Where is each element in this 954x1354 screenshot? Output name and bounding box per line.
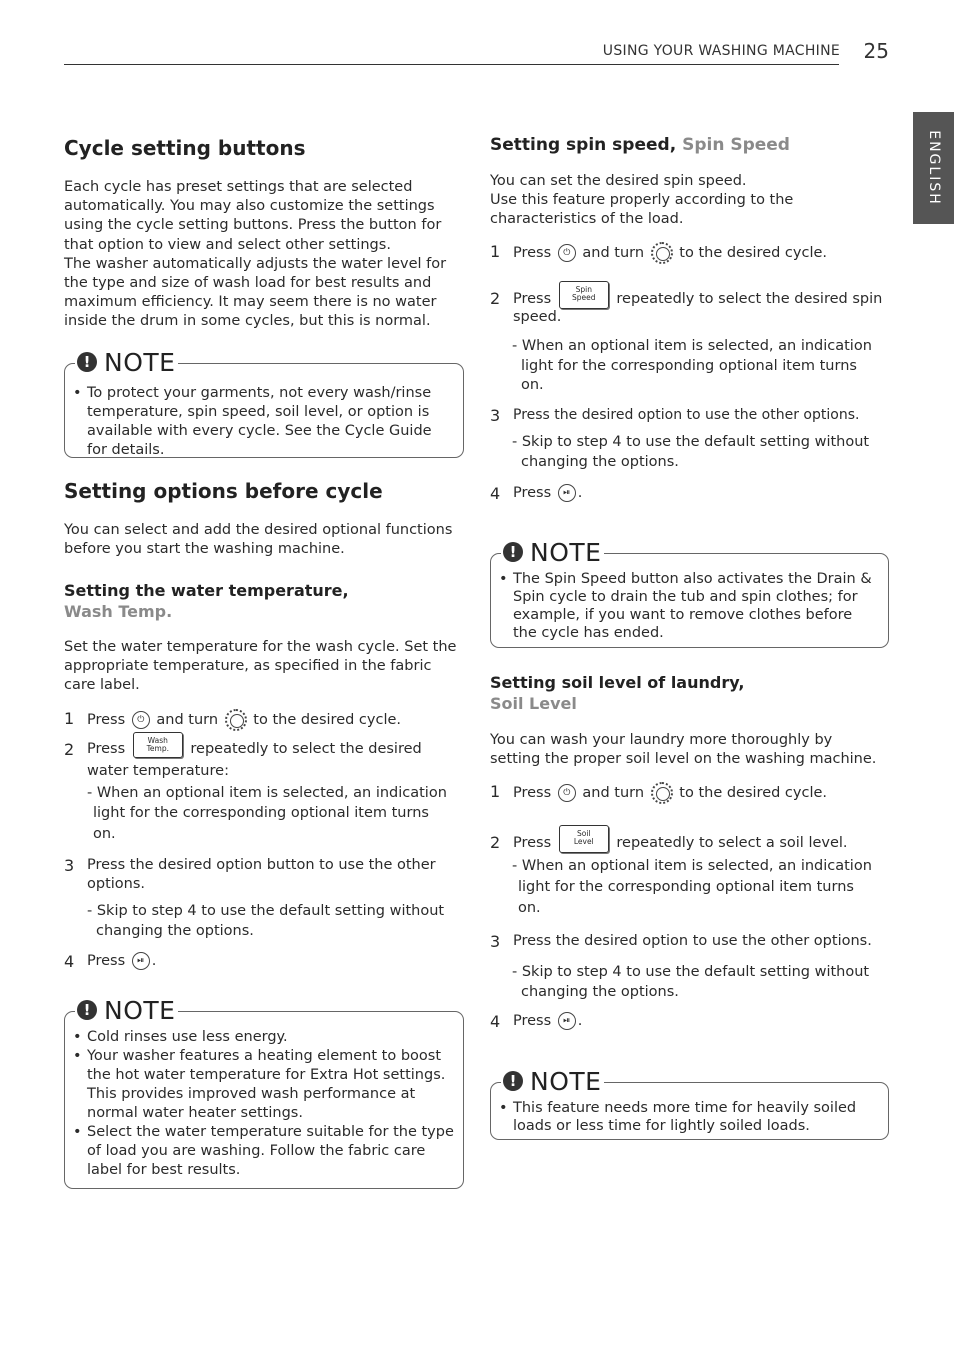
options-paragraph <box>64 521 474 559</box>
step-text: Press <box>87 953 126 969</box>
key-label: Temp. <box>146 744 169 753</box>
step-text: . <box>577 485 583 501</box>
note-list <box>491 570 876 642</box>
step-text: Press <box>513 835 552 851</box>
spin-speed-key-icon <box>559 281 609 309</box>
note-box-spin <box>490 537 889 648</box>
cycle-setting-paragraph <box>64 178 464 332</box>
step-number: 3 <box>490 406 501 425</box>
sub-line: on. <box>521 377 544 393</box>
step-text: Press <box>87 741 126 757</box>
step-text: to the desired cycle. <box>253 712 402 728</box>
step-text: Press the desired option to use the other options. <box>513 933 872 949</box>
sub-line: - Skip to step 4 to use the default setting without <box>512 434 870 450</box>
step-text: repeatedly to select the desired spin <box>616 291 883 307</box>
sub-line: - Skip to step 4 to use the default setting without <box>512 964 870 980</box>
temp-step-3-sub <box>87 902 444 941</box>
paragraph-line: Use this feature properly according to the <box>490 192 794 209</box>
step-number: 2 <box>64 740 75 759</box>
step-number: 3 <box>64 856 75 875</box>
water-temp-paragraph <box>64 638 474 696</box>
step-text: water temperature: <box>87 763 229 779</box>
step-text: speed. <box>513 309 562 325</box>
spin-step-3-sub <box>512 433 869 472</box>
paragraph-line: that option to view and select other settings. <box>64 236 391 253</box>
paragraph-line: Set the water temperature for the wash cycle. Set the <box>64 639 457 655</box>
step-text: repeatedly to select a soil level. <box>616 835 848 851</box>
paragraph-line: using the cycle setting buttons. Press the button for <box>64 217 442 234</box>
note-item: • Select the water temperature suitable for the type of load you are washing. Follow the fabric care label for best results. <box>65 1123 455 1180</box>
note-list <box>65 384 450 460</box>
paragraph-line: You can wash your laundry more thoroughly by <box>490 732 833 748</box>
language-tab <box>913 112 954 224</box>
exclamation-icon: ! <box>77 352 97 372</box>
heading-feature-name: Wash Temp. <box>64 602 173 621</box>
step-number: 1 <box>64 709 75 728</box>
step-text: Press <box>513 785 552 801</box>
step-number: 4 <box>490 1012 501 1031</box>
paragraph-line: before you start the washing machine. <box>64 541 345 558</box>
key-label: Soil <box>577 829 591 838</box>
key-label: Wash <box>147 736 168 745</box>
sub-line: on. <box>518 900 541 916</box>
step-number: 4 <box>64 952 75 971</box>
sub-line: light for the corresponding optional item turns <box>93 804 429 821</box>
key-label: Level <box>573 837 594 846</box>
step-number: 4 <box>490 484 501 503</box>
sub-line: - When an optional item is selected, an indication <box>512 858 872 874</box>
start-pause-icon: ⏯ <box>558 484 576 502</box>
note-header <box>75 996 178 1024</box>
heading-feature-name: Spin Speed <box>682 135 790 155</box>
step-text: . <box>577 1013 583 1029</box>
heading-feature-name: Soil Level <box>490 694 577 713</box>
note-header <box>501 538 604 566</box>
note-header <box>501 1067 604 1095</box>
note-item: • Cold rinses use less energy. <box>65 1028 455 1047</box>
soil-step-2-sub <box>512 857 872 919</box>
note-title: NOTE <box>530 1066 602 1096</box>
paragraph-line: You can set the desired spin speed. <box>490 173 747 189</box>
step-text: repeatedly to select the desired <box>190 741 422 757</box>
sub-line: light for the corresponding optional item turns <box>521 357 857 374</box>
wash-temp-key-icon <box>133 732 183 758</box>
sub-line: changing the options. <box>96 922 254 939</box>
paragraph-line: maximum efficiency. It may seem there is no water <box>64 294 437 311</box>
paragraph-line: care label. <box>64 677 140 694</box>
soil-level-key-icon <box>559 825 609 853</box>
heading-line: Setting the water temperature, <box>64 581 349 600</box>
soil-step-3-sub <box>512 963 869 1002</box>
cycle-dial-icon <box>225 709 247 731</box>
paragraph-line: The washer automatically adjusts the water level for <box>64 255 447 272</box>
note-list <box>491 1099 876 1135</box>
step-text: to the desired cycle. <box>679 245 828 261</box>
power-button-icon: ⏻ <box>558 244 576 262</box>
paragraph-line: the type and size of wash load for best results and <box>64 275 432 292</box>
sub-line: - When an optional item is selected, an indication <box>87 785 447 801</box>
sub-line: light for the corresponding optional item turns <box>518 878 854 895</box>
step-number: 1 <box>490 242 501 261</box>
step-text: Press <box>513 485 552 501</box>
step-number: 2 <box>490 833 501 852</box>
page-number: 25 <box>863 39 889 63</box>
cycle-setting-heading: Cycle setting buttons <box>64 136 306 160</box>
paragraph-line: characteristics of the load. <box>490 211 684 228</box>
sub-line: - Skip to step 4 to use the default setting without <box>87 903 445 919</box>
cycle-dial-icon <box>651 782 673 804</box>
sub-line: changing the options. <box>521 983 679 1000</box>
step-text: to the desired cycle. <box>679 785 828 801</box>
spin-speed-heading <box>490 135 790 156</box>
cycle-dial-icon <box>651 242 673 264</box>
step-text: and turn <box>156 712 219 728</box>
soil-level-heading <box>490 672 745 714</box>
step-text: and turn <box>582 245 645 261</box>
note-box-soil <box>490 1066 889 1140</box>
paragraph-line: setting the proper soil level on the washing machine. <box>490 751 877 768</box>
step-text: Press <box>513 1013 552 1029</box>
spin-speed-paragraph <box>490 172 890 230</box>
step-text: Press the desired option to use the other options. <box>513 407 860 423</box>
paragraph-line: Each cycle has preset settings that are selected <box>64 179 413 195</box>
note-title: NOTE <box>104 347 176 377</box>
language-tab-label: ENGLISH <box>925 130 942 206</box>
note-item: • This feature needs more time for heavily soiled loads or less time for lightly soiled loads. <box>491 1099 876 1135</box>
key-label: Speed <box>572 293 596 302</box>
exclamation-icon: ! <box>503 542 523 562</box>
key-label: Spin <box>575 285 592 294</box>
options-heading: Setting options before cycle <box>64 479 383 503</box>
step-number: 1 <box>490 782 501 801</box>
note-item: • Your washer features a heating element to boost the hot water temperature for Extra Hot settings. This provides improved wash performance at normal water heater settings. <box>65 1047 455 1123</box>
exclamation-icon: ! <box>503 1071 523 1091</box>
note-title: NOTE <box>104 995 176 1025</box>
power-button-icon: ⏻ <box>132 711 150 729</box>
step-text: Press the desired option button to use the other <box>87 857 436 873</box>
running-header-title: USING YOUR WASHING MACHINE <box>602 43 840 59</box>
sub-line: - When an optional item is selected, an indication <box>512 338 872 354</box>
heading-line: Setting soil level of laundry, <box>490 673 745 692</box>
step-text: options. <box>87 876 146 892</box>
start-pause-icon: ⏯ <box>558 1012 576 1030</box>
step-number: 2 <box>490 289 501 308</box>
note-title: NOTE <box>530 537 602 567</box>
step-text: and turn <box>582 785 645 801</box>
step-text: Press <box>513 291 552 307</box>
note-item: • To protect your garments, not every wash/rinse temperature, spin speed, soil level, or option is available with every cycle. See the Cycle Guide for details. <box>65 384 450 460</box>
sub-line: changing the options. <box>521 453 679 470</box>
heading-line: Setting spin speed, <box>490 135 683 155</box>
power-button-icon: ⏻ <box>558 784 576 802</box>
exclamation-icon: ! <box>77 1000 97 1020</box>
step-text: Press <box>513 245 552 261</box>
water-temp-heading <box>64 580 349 622</box>
paragraph-line: You can select and add the desired optional functions <box>64 522 453 538</box>
paragraph-line: appropriate temperature, as specified in the fabric <box>64 658 432 675</box>
note-item: • The Spin Speed button also activates the Drain & Spin cycle to drain the tub and spin clothes; for example, if you want to remove clothes before the cycle has ended. <box>491 570 876 642</box>
start-pause-icon: ⏯ <box>132 952 150 970</box>
step-number: 3 <box>490 932 501 951</box>
step-text: Press <box>87 712 126 728</box>
note-box-garments <box>64 347 464 458</box>
step-text: . <box>151 953 157 969</box>
header-rule <box>64 64 839 65</box>
paragraph-line: automatically. You may also customize the settings <box>64 198 435 215</box>
note-header <box>75 348 178 376</box>
soil-level-paragraph <box>490 731 900 769</box>
note-box-temperature <box>64 995 464 1189</box>
temp-step-2-sub <box>87 784 447 845</box>
spin-step-2-sub <box>512 337 872 396</box>
note-list <box>65 1028 455 1180</box>
paragraph-line: inside the drum in some cycles, but this is normal. <box>64 313 431 330</box>
sub-line: on. <box>93 826 116 842</box>
